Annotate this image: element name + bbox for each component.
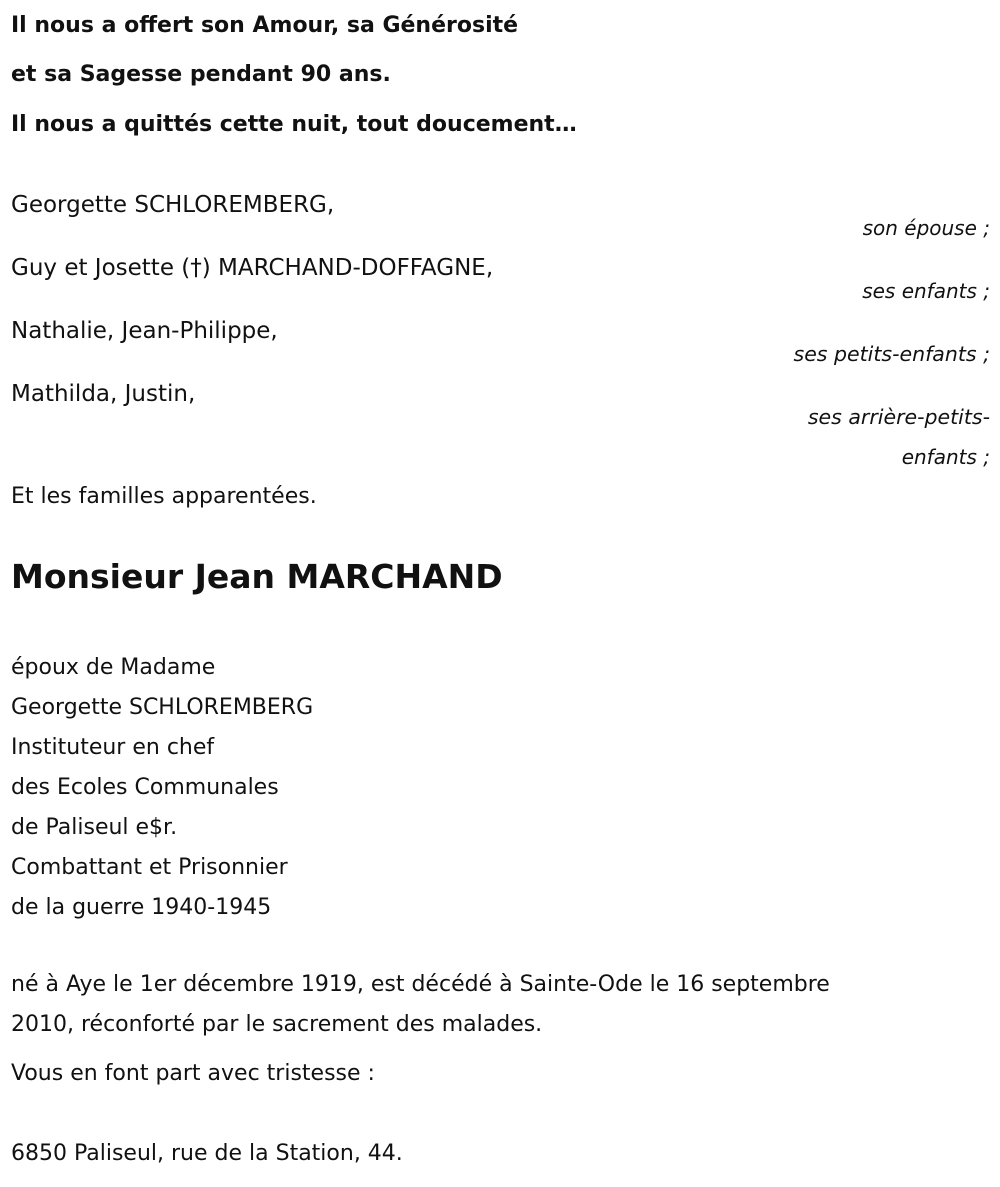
description-line: des Ecoles Communales (11, 775, 279, 800)
family-role-children: ses enfants ; (862, 279, 990, 303)
family-role-great-grandchildren-line-1: ses arrière-petits- (807, 405, 990, 429)
family-role-spouse: son épouse ; (862, 216, 990, 240)
family-name-grandchildren: Nathalie, Jean-Philippe, (11, 318, 278, 344)
death-notice-line-2: 2010, réconforté par le sacrement des malades. (11, 1012, 543, 1037)
intro-line-1: Il nous a offert son Amour, sa Générosité (11, 13, 519, 38)
family-name-great-grandchildren: Mathilda, Justin, (11, 381, 196, 407)
description-line: Georgette SCHLOREMBERG (11, 695, 314, 720)
death-notice-line-1: né à Aye le 1er décembre 1919, est décédé à Sainte-Ode le 16 septembre (11, 972, 830, 997)
description-line: Combattant et Prisonnier (11, 855, 288, 880)
description-block (11, 648, 313, 928)
description-line: Instituteur en chef (11, 735, 215, 760)
description-line: de Paliseul e$r. (11, 815, 178, 840)
intro-line-2: et sa Sagesse pendant 90 ans. (11, 62, 391, 87)
family-name-spouse: Georgette SCHLOREMBERG, (11, 192, 335, 218)
intro-line-3: Il nous a quittés cette nuit, tout doucement… (11, 112, 577, 137)
family-role-great-grandchildren-line-2: enfants ; (901, 445, 990, 469)
address: 6850 Paliseul, rue de la Station, 44. (11, 1141, 403, 1166)
deceased-name: Monsieur Jean MARCHAND (11, 557, 503, 596)
description-line: de la guerre 1940-1945 (11, 895, 272, 920)
family-role-grandchildren: ses petits-enfants ; (793, 342, 990, 366)
description-line: époux de Madame (11, 655, 216, 680)
related-families: Et les familles apparentées. (11, 484, 317, 509)
announcement: Vous en font part avec tristesse : (11, 1061, 375, 1086)
family-name-children: Guy et Josette (†) MARCHAND-DOFFAGNE, (11, 255, 494, 281)
